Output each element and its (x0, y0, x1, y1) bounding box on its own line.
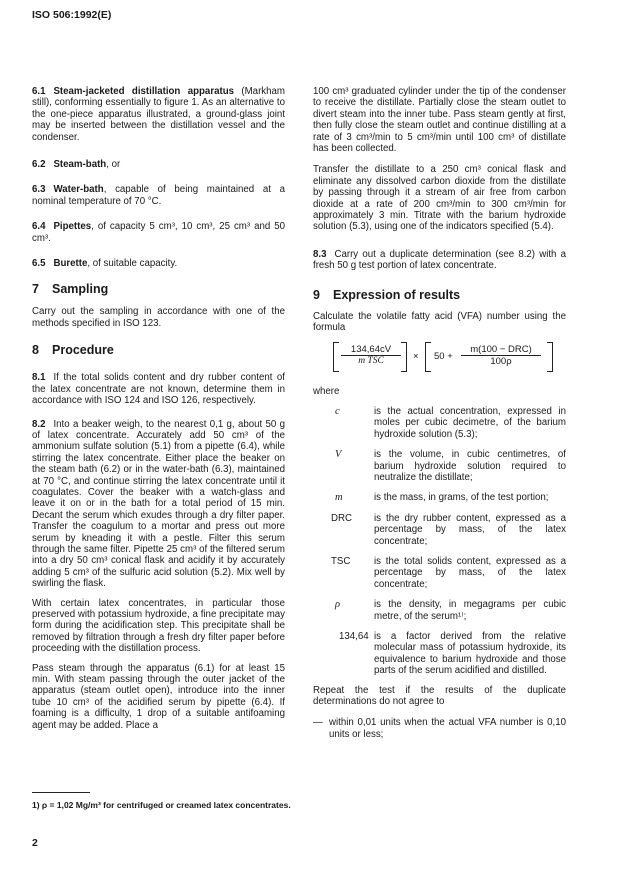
clause-6-5 (32, 258, 285, 269)
definition-rho (313, 599, 566, 622)
definition-drc (313, 513, 566, 547)
numerator: 134,64cV (341, 344, 401, 356)
left-bracket (425, 342, 431, 372)
clause-number: 6.4 (32, 221, 46, 233)
clause-title: Pipettes (53, 221, 92, 233)
clause-number: 6.2 (32, 159, 46, 171)
clause-title: Steam-jacketed distillation apparatus (53, 86, 235, 97)
heading-number: 7 (32, 282, 39, 297)
symbol: m (335, 492, 343, 504)
clause-number: 6.3 (32, 184, 46, 196)
running-header: ISO 506:1992(E) (32, 9, 112, 21)
definition-text: is the density, in megagrams per cubic metre, of the serum¹⁾; (374, 599, 566, 622)
heading-procedure (32, 343, 285, 358)
page-number: 2 (32, 837, 38, 849)
list-item-text: within 0,01 units when the actual VFA number is 0,10 units or less; (329, 717, 566, 740)
formula-intro: Calculate the volatile fatty acid (VFA) number using the formula (313, 310, 566, 334)
definition-text: is the volume, in cubic centimetres, of barium hydroxide solution required to neutralize the distillate; (374, 449, 566, 483)
symbol: TSC (331, 555, 351, 567)
fraction-1 (341, 344, 401, 368)
definition-text: is the dry rubber content, expressed as a percentage by mass, of the latex concentrate; (374, 512, 566, 547)
footnote-rule (32, 792, 90, 793)
definition-v (313, 449, 566, 483)
clause-number: 6.5 (32, 258, 46, 270)
right-bracket (547, 342, 553, 372)
definition-m (313, 492, 566, 503)
heading-number: 9 (313, 287, 320, 302)
heading-title: Procedure (52, 343, 114, 358)
clause-6-3 (32, 184, 285, 207)
formula-term: 50 + (434, 350, 453, 362)
clause-text: Into a beaker weigh, to the nearest 0,1 g, about 50 g of latex concentrate. Accurately add 50 cm³ of the ammonium sulfate solution (5.1) from a pipette (6.4), while stirring the latex concentrate. Either place the beaker on the steam bath (6.2) or in the water-bath (6.3), maintained at 70 °C, and continue stirring the latex concentrate until it coagulates. Cover the beaker with a watch-glass and leave it on or in the bath for a total period of 15 min. Decant the serum which exudes through a dry filter paper. Transfer the coagulum to a mortar and press out more serum by kneading it with a pestle. Filter this serum through the same filter. Pipette 25 cm³ of the filtered serum into a dry 50 cm³ conical flask and acidify it by accurately adding 5 cm³ of the sulfuric acid solution (5.2). Mix well by swirling the flask. (32, 418, 285, 590)
numerator: m(100 − DRC) (461, 344, 541, 356)
clause-text: If the total solids content and dry rubber content of the latex concentrate are not known, determine them in accordance with ISO 124 and ISO 126, respectively. (32, 372, 285, 407)
clause-title: Burette (53, 258, 88, 270)
definition-text: is the actual concentration, expressed in moles per cubic decimetre, of the barium hydroxide solution (5.3); (374, 405, 566, 440)
clause-number: 8.2 (32, 418, 46, 430)
symbol: V (335, 449, 342, 461)
clause-text: , or (106, 159, 121, 171)
definition-c (313, 406, 566, 440)
right-column (313, 86, 566, 740)
repeat-paragraph: Repeat the test if the results of the duplicate determinations do not agree to (313, 684, 566, 708)
definition-text: is a factor derived from the relative molecular mass of potassium hydroxide, its equivalence to barium hydroxide and those parts of the serum acidified and distilled. (374, 631, 566, 677)
heading-expression-of-results (313, 288, 566, 303)
dash-bullet: — (313, 717, 323, 729)
clause-text: , of suitable capacity. (87, 258, 178, 270)
clause-title: Steam-bath (53, 159, 107, 171)
definition-factor (313, 631, 566, 677)
left-column (32, 86, 285, 731)
titration-paragraph: Transfer the distillate to a 250 cm³ conical flask and eliminate any dissolved carbon dioxide from the distillate by passing through it a stream of air free from carbon dioxide at a rate of 200 cm³/min to 300 cm³/min for approximately 3 min. Titrate with the barium hydroxide solution (5.3), using one of the indicators specified (5.4). (313, 164, 566, 233)
steam-paragraph: Pass steam through the apparatus (6.1) for at least 15 min. With steam passing through the outer jacket of the apparatus (steam outlet open), introduce into the inner tube 10 cm³ of the acidified serum by pipette (6.4). If foaming is a difficulty, 1 drop of a suitable antifoaming agent may be added. Place a (32, 662, 285, 731)
denominator: m TSC (358, 355, 384, 366)
left-bracket (333, 342, 339, 372)
clause-title: Water-bath (53, 184, 104, 196)
clause-6-2 (32, 159, 285, 170)
where-label: where (313, 385, 340, 397)
clause-number: 8.1 (32, 372, 46, 384)
clause-text: , capable of being maintained at a nominal temperature of 70 °C. (32, 184, 285, 207)
heading-title: Expression of results (333, 287, 461, 302)
heading-sampling (32, 282, 285, 297)
definition-text: is the total solids content, expressed as a percentage by mass, of the latex concentrate; (374, 555, 566, 590)
heading-title: Sampling (52, 282, 109, 297)
clause-text: (Markham still), conforming essentially to figure 1. As an alternative to the one-piece apparatus illustrated, a ground-glass joint may be inserted between the distillation vessel and the condenser. (32, 86, 285, 143)
clause-6-4 (32, 221, 285, 244)
symbol: ρ (335, 599, 341, 611)
clause-text: , of capacity 5 cm³, 10 cm³, 25 cm³ and 50 cm³. (32, 221, 285, 244)
list-item (313, 717, 566, 740)
clause-text: Carry out a duplicate determination (see 8.2) with a fresh 50 g test portion of latex concentrate. (313, 248, 566, 272)
times-sign: × (413, 350, 419, 362)
vfa-formula (333, 342, 573, 372)
clause-number: 8.3 (313, 248, 327, 260)
symbol: c (335, 405, 340, 417)
symbol: 134,64 (339, 631, 369, 642)
fraction-2 (461, 344, 541, 368)
clause-6-1 (32, 86, 285, 143)
clause-number: 6.1 (32, 86, 46, 97)
distillation-paragraph: 100 cm³ graduated cylinder under the tip of the condenser to receive the distillate. Partially close the steam outlet to divert steam into the inner tube. Pass steam gently at first, then fully close the steam outlet and continue distilling at a rate of 3 cm³/min to 5 cm³/min until 100 cm³ of distillate has been collected. (313, 86, 566, 155)
precipitate-paragraph: With certain latex concentrates, in particular those preserved with potassium hydroxide, a fine precipitate may form during the acidification step. This precipitate shall be removed by filtration through a fresh dry filter paper before proceeding with the distillation process. (32, 597, 285, 655)
clause-8-2 (32, 419, 285, 590)
heading-number: 8 (32, 343, 39, 358)
denominator: 100ρ (490, 355, 512, 367)
footnote: 1) ρ = 1,02 Mg/m³ for centrifuged or creamed latex concentrates. (32, 800, 291, 810)
right-bracket (401, 342, 407, 372)
clause-8-3 (313, 249, 566, 272)
sampling-paragraph: Carry out the sampling in accordance with one of the methods specified in ISO 123. (32, 306, 285, 329)
definition-tsc (313, 556, 566, 590)
symbol: DRC (331, 512, 352, 524)
clause-8-1 (32, 372, 285, 406)
definition-text: is the mass, in grams, of the test portion; (374, 492, 549, 504)
